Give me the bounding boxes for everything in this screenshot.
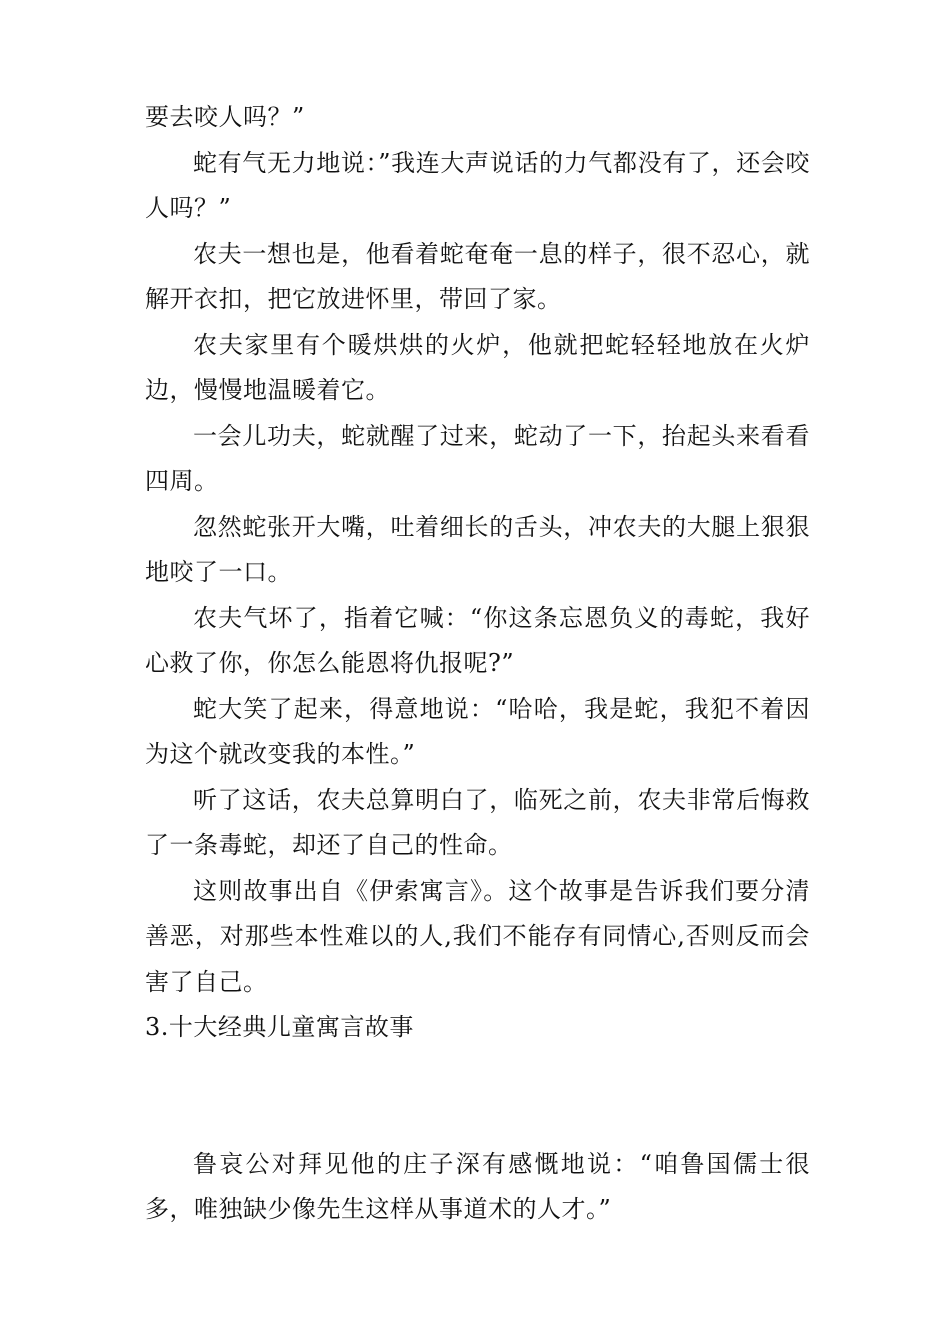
section-heading: 3.十大经典儿童寓言故事 — [145, 1013, 414, 1041]
paragraph: 鲁哀公对拜见他的庄子深有感慨地说：“咱鲁国儒士很多，唯独缺少像先生这样从事道术的人才。” — [145, 1149, 810, 1223]
paragraph: 蛇有气无力地说：”我连大声说话的力气都没有了，还会咬人吗？” — [145, 148, 810, 222]
document-page — [145, 95, 810, 1233]
paragraph: 忽然蛇张开大嘴，吐着细长的舌头，冲农夫的大腿上狠狠地咬了一口。 — [145, 512, 810, 586]
paragraph: 听了这话，农夫总算明白了，临死之前，农夫非常后悔救了一条毒蛇，却还了自己的性命。 — [145, 785, 810, 859]
paragraph: 农夫家里有个暖烘烘的火炉，他就把蛇轻轻地放在火炉边，慢慢地温暖着它。 — [145, 330, 810, 404]
blank-line — [145, 1096, 810, 1142]
paragraph-continuation: 要去咬人吗？” — [145, 103, 305, 131]
blank-line — [145, 1051, 810, 1097]
paragraph: 蛇大笑了起来，得意地说：“哈哈，我是蛇，我犯不着因为这个就改变我的本性。” — [145, 694, 810, 768]
paragraph: 农夫一想也是，他看着蛇奄奄一息的样子，很不忍心，就解开衣扣，把它放进怀里，带回了家。 — [145, 239, 810, 313]
paragraph: 这则故事出自《伊索寓言》。这个故事是告诉我们要分清善恶，对那些本性难以的人,我们不能存有同情心,否则反而会害了自己。 — [145, 876, 810, 996]
paragraph: 一会儿功夫，蛇就醒了过来，蛇动了一下，抬起头来看看四周。 — [145, 421, 810, 495]
paragraph: 农夫气坏了，指着它喊：“你这条忘恩负义的毒蛇，我好心救了你，你怎么能恩将仇报呢?” — [145, 603, 810, 677]
